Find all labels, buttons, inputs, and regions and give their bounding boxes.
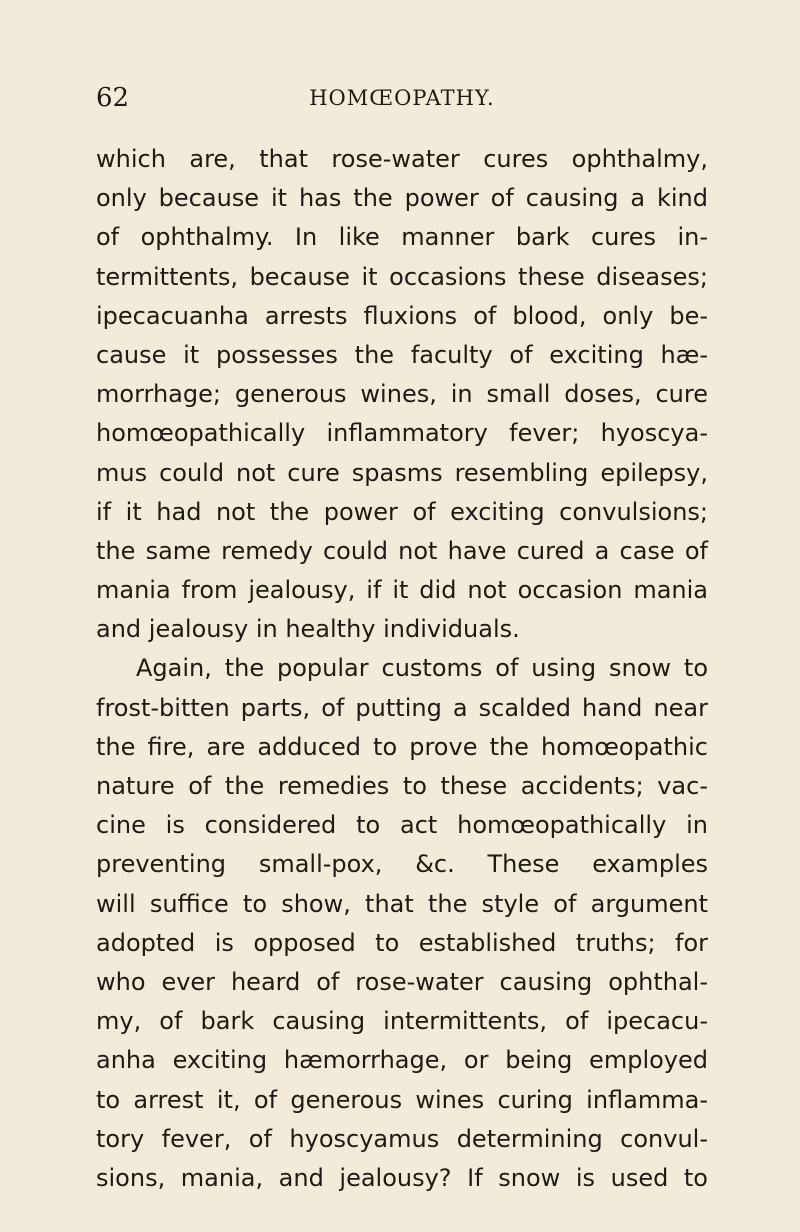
text-line: only because it has the power of causing a kind	[96, 184, 708, 213]
paragraph-end-line: and jealousy in healthy individuals.	[96, 615, 520, 644]
text-line: tory fever, of hyoscyamus determining convul-	[96, 1124, 708, 1153]
text-line: to arrest it, of generous wines curing inflamma-	[96, 1085, 708, 1114]
text-line: will suffice to show, that the style of argument	[96, 889, 708, 918]
page-number: 62	[96, 83, 130, 113]
text-line: of ophthalmy. In like manner bark cures in-	[96, 223, 708, 252]
text-line: homœopathically inflammatory fever; hyoscya-	[96, 419, 708, 448]
text-line: cause it possesses the faculty of exciting hæ-	[96, 340, 708, 369]
text-line: frost-bitten parts, of putting a scalded hand near	[96, 693, 708, 722]
text-line: morrhage; generous wines, in small doses, cure	[96, 380, 708, 409]
body-text	[96, 140, 708, 1198]
text-line: nature of the remedies to these accidents; vac-	[96, 772, 708, 800]
text-line: mania from jealousy, if it did not occasion mania	[96, 576, 708, 605]
text-line: the same remedy could not have cured a case of	[96, 536, 708, 565]
text-line: anha exciting hæmorrhage, or being employed	[96, 1046, 708, 1075]
text-line: cine is considered to act homœopathically in	[96, 811, 708, 840]
running-head: HOMŒOPATHY.	[309, 86, 495, 110]
text-line: preventing small-pox, &c. These examples	[96, 850, 708, 879]
text-line: ipecacuanha arrests fluxions of blood, only be-	[96, 301, 708, 330]
text-line: my, of bark causing intermittents, of ipecacu-	[96, 1007, 708, 1036]
page-header	[96, 78, 708, 118]
text-line: sions, mania, and jealousy? If snow is used to	[96, 1163, 708, 1192]
text-line: termittents, because it occasions these diseases;	[96, 262, 708, 291]
text-line: adopted is opposed to established truths; for	[96, 928, 708, 957]
text-line: the fire, are adduced to prove the homœopathic	[96, 732, 708, 761]
text-line: if it had not the power of exciting convulsions;	[96, 497, 708, 526]
text-line: who ever heard of rose-water causing ophthal-	[96, 967, 708, 996]
text-line: which are, that rose-water cures ophthalmy,	[96, 145, 708, 173]
paragraph-start-line: Again, the popular customs of using snow to	[136, 654, 708, 683]
text-line: mus could not cure spasms resembling epilepsy,	[96, 458, 708, 487]
